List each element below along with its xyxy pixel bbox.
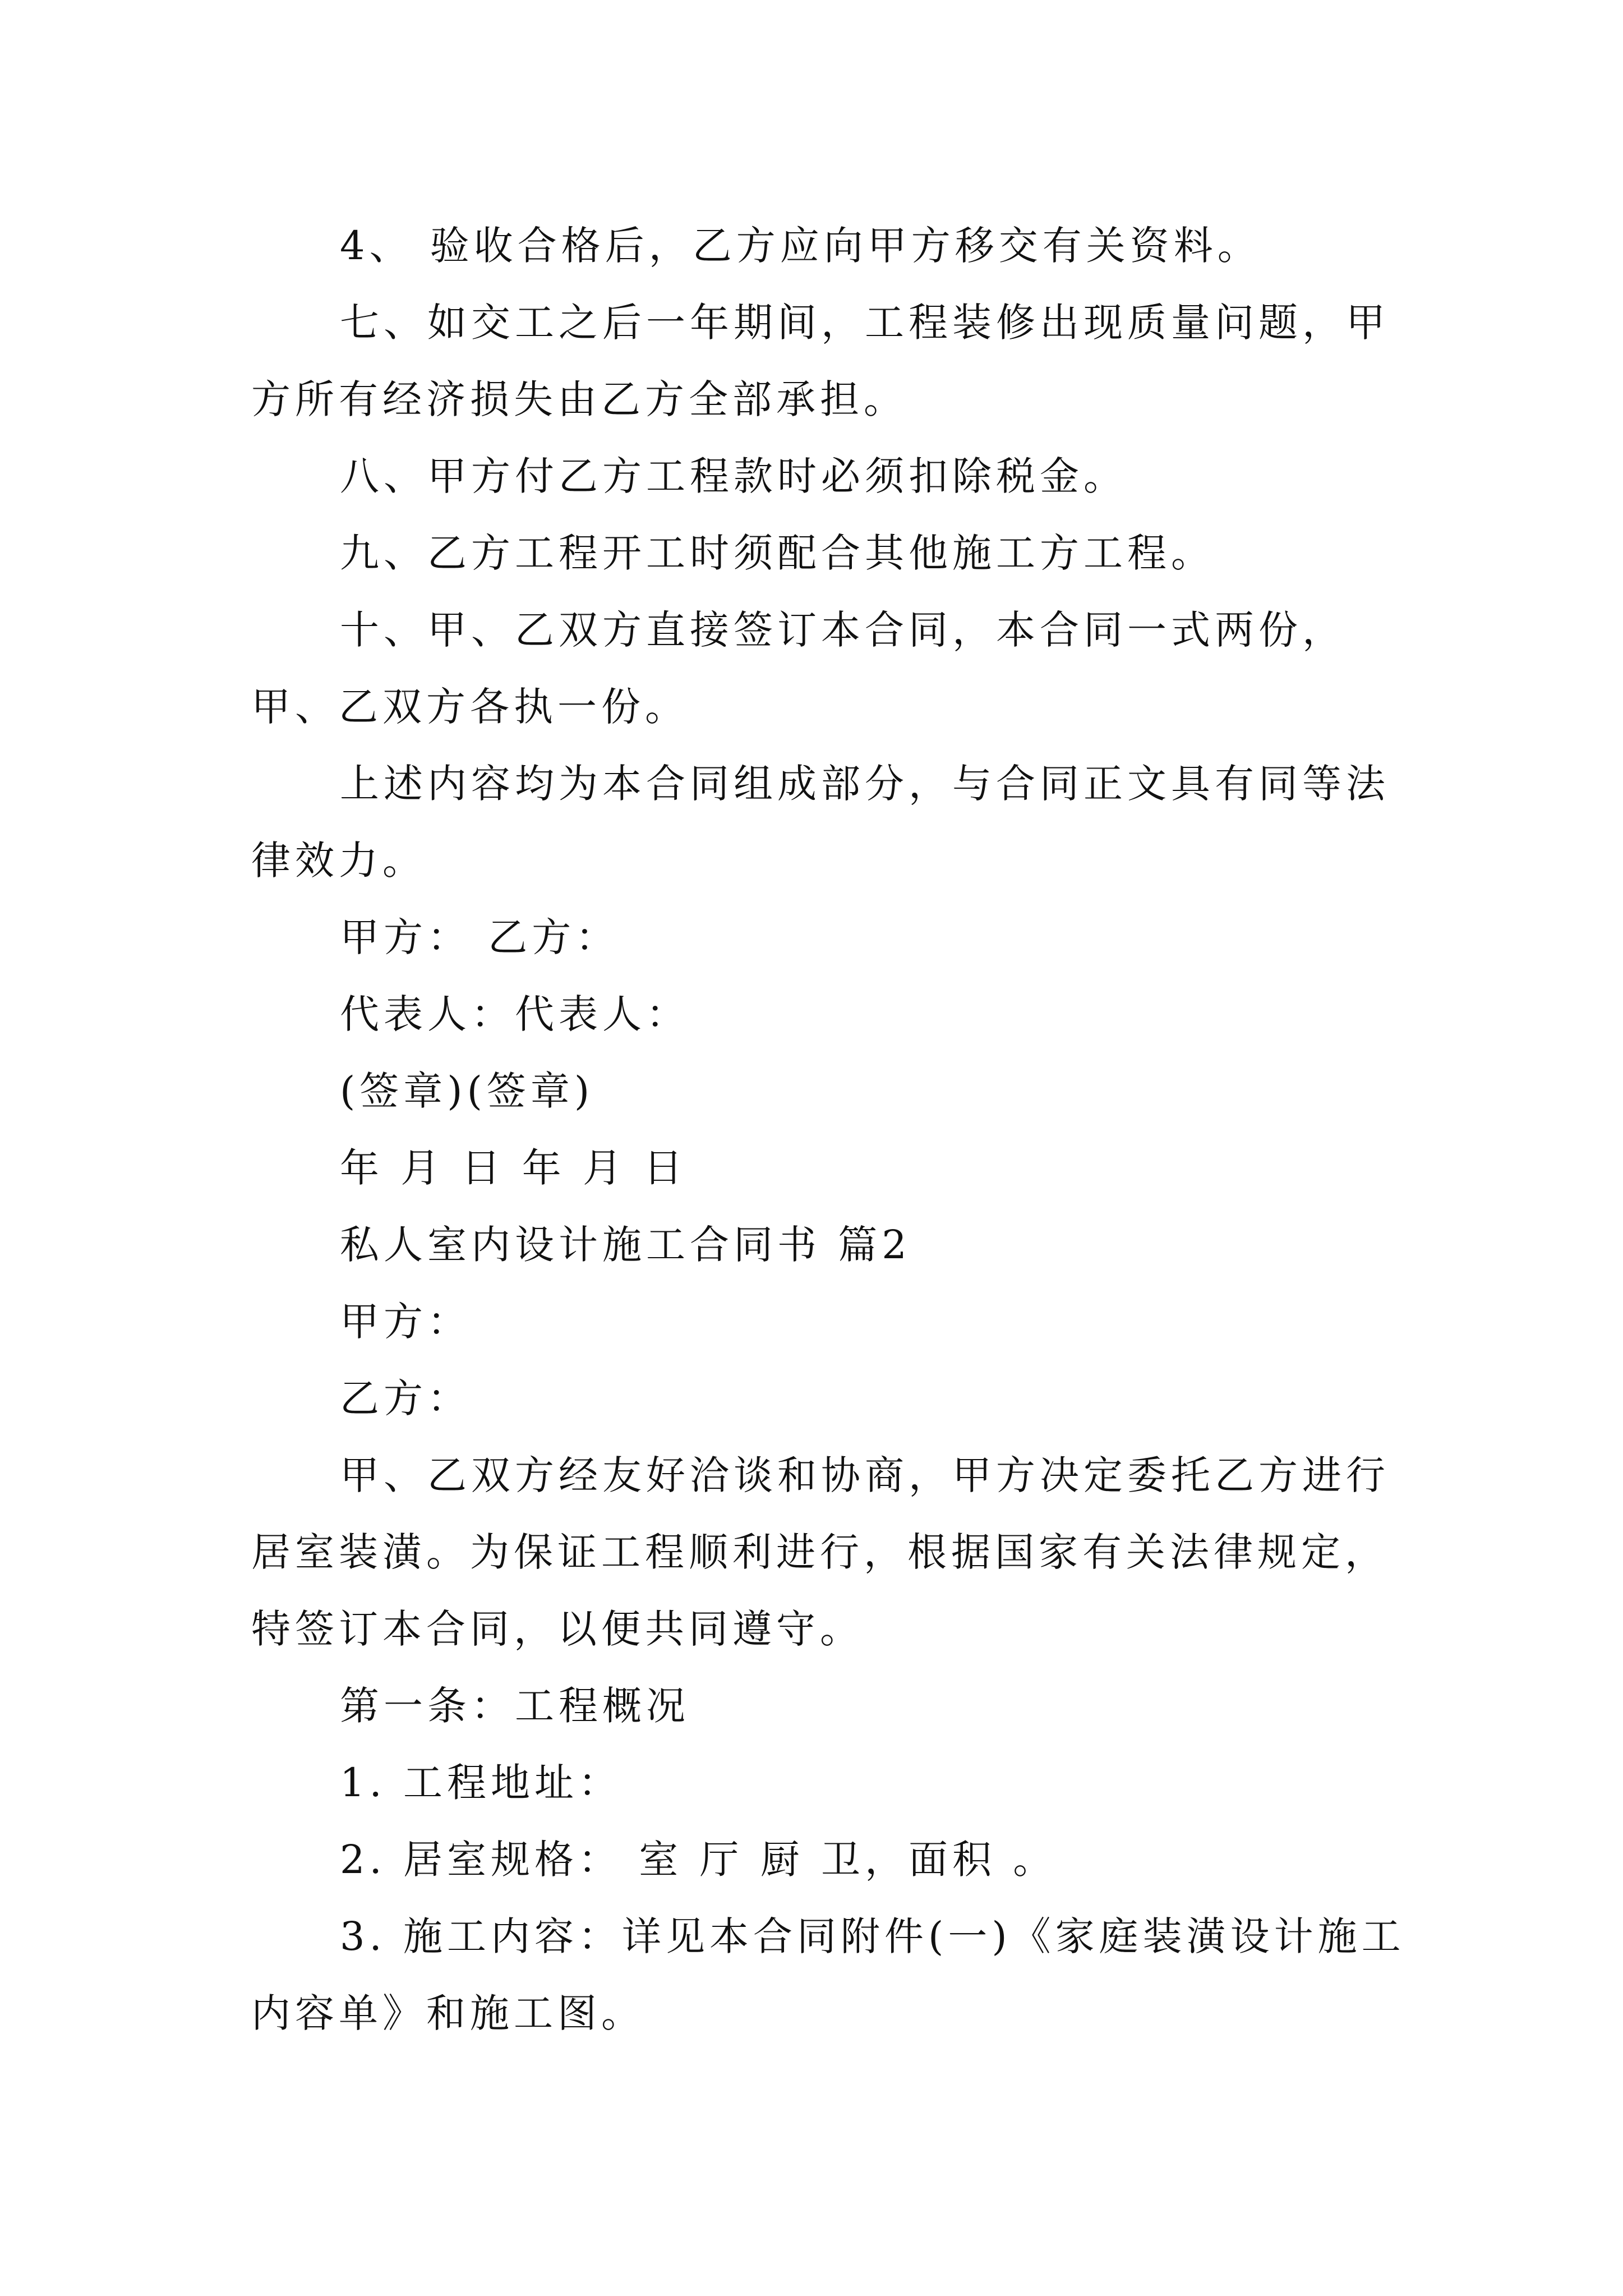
paragraph-contract-copies: 十、甲、乙双方直接签订本合同，本合同一式两份，甲、乙双方各执一份。 <box>251 607 1346 730</box>
paragraph-quality-warranty: 七、如交工之后一年期间，工程装修出现质量问题，甲方所有经济损失由乙方全部承担。 <box>251 300 1390 422</box>
signature-parties: 甲方： 乙方： <box>340 914 620 960</box>
party-a-line: 甲方： <box>340 1299 471 1345</box>
paragraph-handover-materials: 4、 验收合格后，乙方应向甲方移交有关资料。 <box>340 223 1261 269</box>
signature-representatives: 代表人：代表人： <box>340 991 690 1037</box>
document-body <box>251 208 1407 2052</box>
room-spec-line: 2. 居室规格： 室 厅 厨 卫，面积 。 <box>340 1837 1057 1883</box>
construction-content-line: 3. 施工内容：详见本合同附件(一)《家庭装潢设计施工内容单》和施工图。 <box>251 1913 1405 2036</box>
paragraph-preamble: 甲、乙双方经友好洽谈和协商，甲方决定委托乙方进行居室装潢。为保证工程顺利进行，根据国家有关法律规定，特签订本合同，以便共同遵守。 <box>251 1452 1390 1652</box>
paragraph-coordination: 九、乙方工程开工时须配合其他施工方工程。 <box>340 530 1215 576</box>
signature-seals: (签章)(签章) <box>340 1068 594 1114</box>
signature-dates: 年 月 日 年 月 日 <box>340 1145 688 1191</box>
article-one-heading: 第一条：工程概况 <box>340 1683 690 1729</box>
party-b-line: 乙方： <box>340 1375 471 1421</box>
paragraph-tax-deduction: 八、甲方付乙方工程款时必须扣除税金。 <box>340 453 1127 499</box>
project-address-line: 1. 工程地址： <box>340 1760 623 1806</box>
section-heading-contract-2: 私人室内设计施工合同书 篇2 <box>340 1222 911 1268</box>
paragraph-legal-effect: 上述内容均为本合同组成部分，与合同正文具有同等法律效力。 <box>251 761 1390 884</box>
